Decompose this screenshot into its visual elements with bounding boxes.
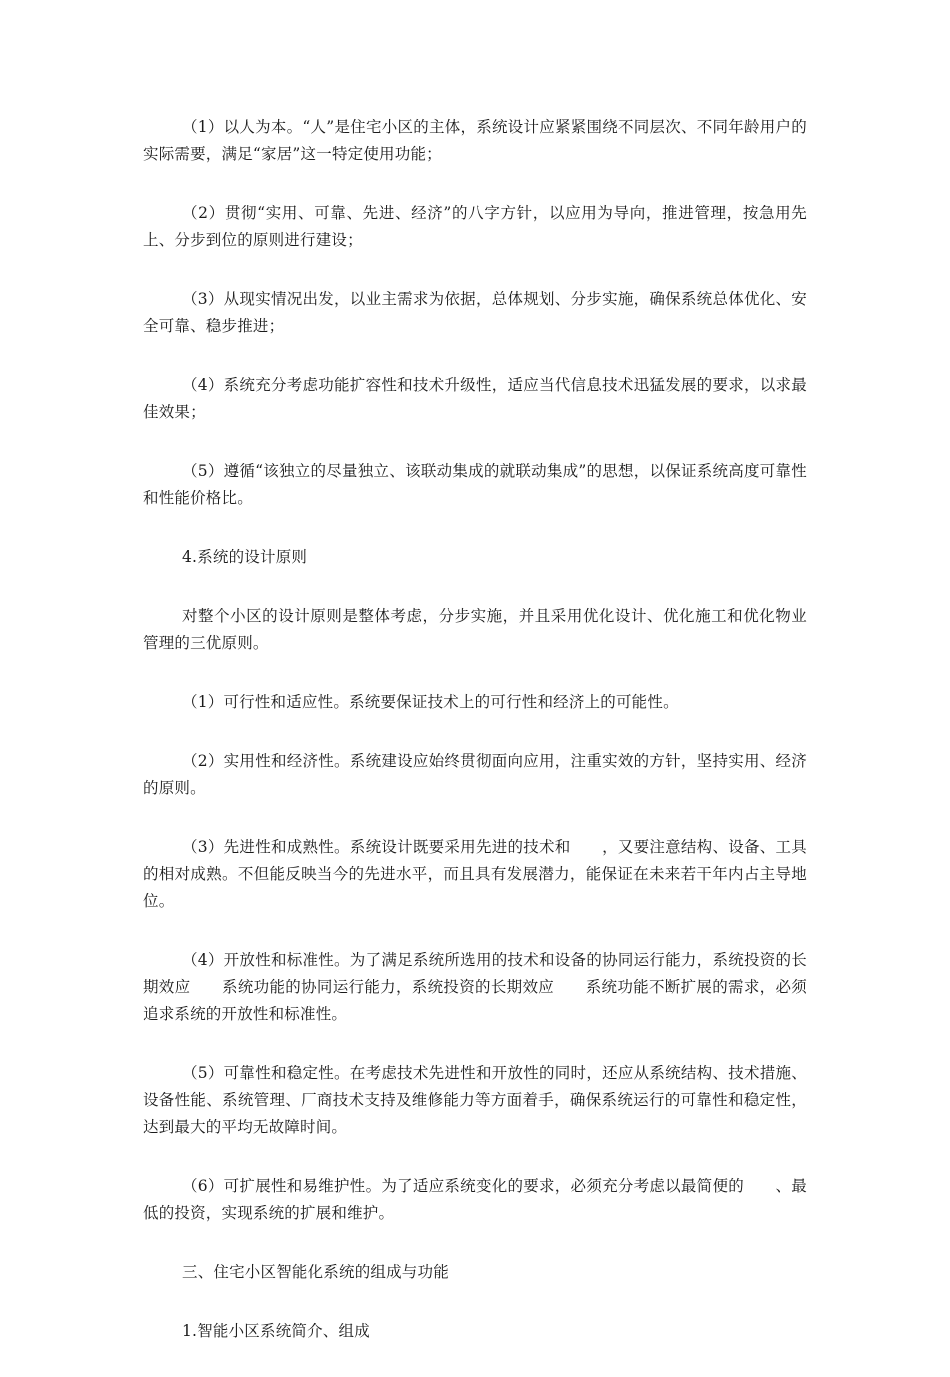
paragraph-principle-2: （2）贯彻“实用、可靠、先进、经济”的八字方针，以应用为导向，推进管理，按急用先上、分步到位的原则进行建设； bbox=[143, 204, 807, 249]
paragraph-openness: （4）开放性和标准性。为了满足系统所选用的技术和设备的协同运行能力，系统投资的长期效应 系统功能的协同运行能力，系统投资的长期效应 系统功能不断扩展的需求，必须追求系统的开放性和标准性。 bbox=[143, 951, 807, 1023]
section-heading-design-principles: 4.系统的设计原则 bbox=[182, 548, 308, 566]
paragraph-practicality: （2）实用性和经济性。系统建设应始终贯彻面向应用，注重实效的方针，坚持实用、经济的原则。 bbox=[143, 752, 807, 797]
paragraph-scalability: （6）可扩展性和易维护性。为了适应系统变化的要求，必须充分考虑以最简便的 、最低的投资，实现系统的扩展和维护。 bbox=[143, 1177, 807, 1222]
paragraph-reliability: （5）可靠性和稳定性。在考虑技术先进性和开放性的同时，还应从系统结构、技术措施、设备性能、系统管理、厂商技术支持及维修能力等方面着手，确保系统运行的可靠性和稳定性，达到最大的平均无故障时间。 bbox=[143, 1064, 807, 1136]
section-heading-composition: 三、住宅小区智能化系统的组成与功能 bbox=[182, 1263, 449, 1281]
paragraph-design-intro: 对整个小区的设计原则是整体考虑，分步实施，并且采用优化设计、优化施工和优化物业管理的三优原则。 bbox=[143, 607, 807, 652]
paragraph-principle-3: （3）从现实情况出发，以业主需求为依据，总体规划、分步实施，确保系统总体优化、安全可靠、稳步推进； bbox=[143, 290, 807, 335]
paragraph-principle-4: （4）系统充分考虑功能扩容性和技术升级性，适应当代信息技术迅猛发展的要求，以求最佳效果； bbox=[143, 376, 807, 421]
paragraph-principle-1: （1）以人为本。“人”是住宅小区的主体，系统设计应紧紧围绕不同层次、不同年龄用户的实际需要，满足“家居”这一特定使用功能； bbox=[143, 118, 807, 163]
document-page bbox=[143, 114, 807, 1377]
subsection-heading-intro: 1.智能小区系统简介、组成 bbox=[182, 1322, 370, 1340]
paragraph-advancement: （3）先进性和成熟性。系统设计既要采用先进的技术和 ，又要注意结构、设备、工具的相对成熟。不但能反映当今的先进水平，而且具有发展潜力，能保证在未来若干年内占主导地位。 bbox=[143, 838, 807, 910]
paragraph-feasibility: （1）可行性和适应性。系统要保证技术上的可行性和经济上的可能性。 bbox=[182, 693, 679, 711]
paragraph-principle-5: （5）遵循“该独立的尽量独立、该联动集成的就联动集成”的思想，以保证系统高度可靠性和性能价格比。 bbox=[143, 462, 807, 507]
